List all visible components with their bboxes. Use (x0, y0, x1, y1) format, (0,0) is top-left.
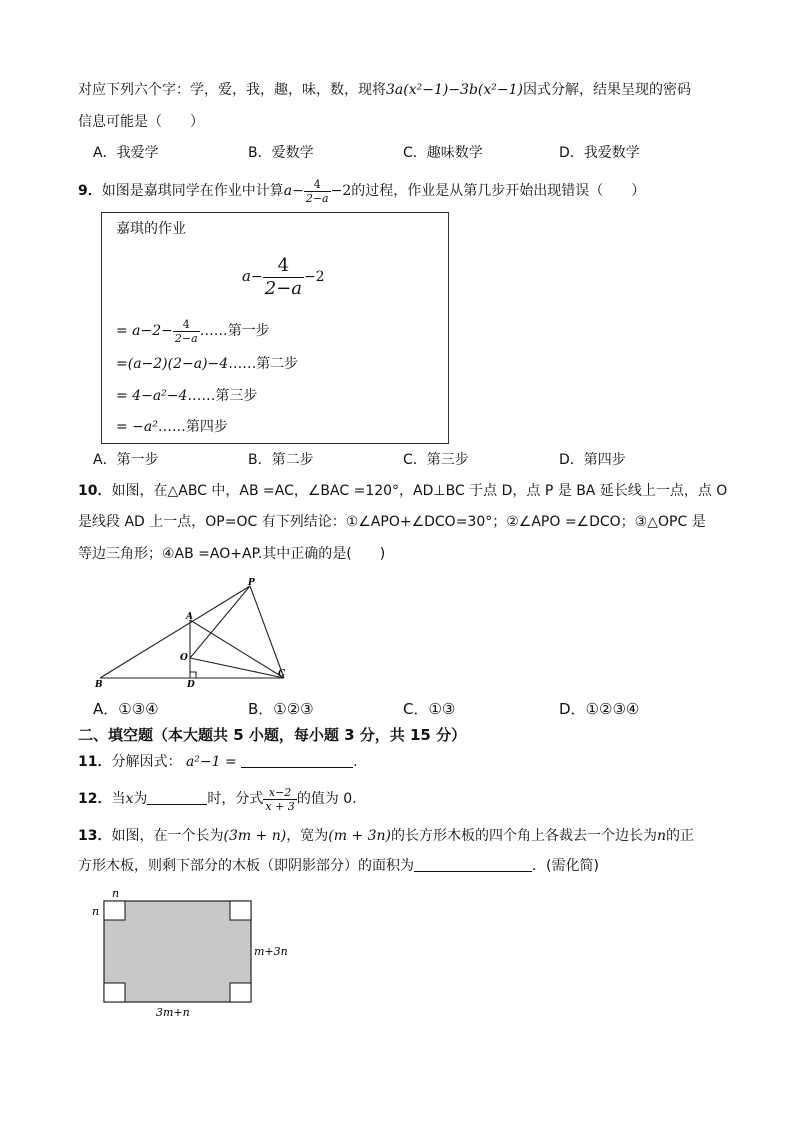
point-label-b: B (95, 680, 103, 688)
q9-text-b: 的过程，作业是从第几步开始出现错误（ ） (351, 183, 646, 199)
point-label-p: P (248, 578, 255, 588)
homework-step4: = −a²……第四步 (116, 419, 228, 435)
q10-option-c[interactable]: C．①③ (403, 700, 456, 718)
q10-option-a[interactable]: A．①③④ (93, 700, 159, 718)
q8-line2: 信息可能是（ ） (78, 114, 204, 130)
q9-option-b[interactable]: B．第二步 (248, 452, 314, 468)
q9-option-d[interactable]: D．第四步 (559, 452, 626, 468)
q8-expr: 3a(x²−1)−3b(x²−1) (386, 82, 523, 98)
point-label-o: O (180, 653, 188, 663)
q13-answer-blank[interactable] (414, 857, 532, 872)
q9-option-a[interactable]: A．第一步 (93, 452, 159, 468)
q9-line: 9．如图是嘉琪同学在作业中计算a− $\frac{4}{2-a}$ −2的过程，作业是从第几步开始出现错误（ ） (78, 177, 646, 205)
q10-option-b[interactable]: B．①②③ (248, 700, 314, 718)
q9-text-a: 如图是嘉琪同学在作业中计算 (101, 183, 284, 199)
q9-number: 9． (78, 183, 102, 199)
q9-fraction: $\frac{4}{2-a}$ (305, 177, 329, 205)
q13-line1: 13．如图，在一个长为(3m + n)，宽为(m + 3n)的长方形木板的四个角上各裁去一个边长为n的正 (78, 828, 695, 844)
q10-option-d[interactable]: D．①②③④ (559, 700, 640, 718)
homework-title: 嘉琪的作业 (116, 221, 186, 237)
point-label-a: A (186, 612, 193, 622)
q12-answer-blank[interactable] (147, 790, 207, 805)
q8-option-c[interactable]: C．趣味数学 (403, 145, 483, 161)
q10-line3: 等边三角形；④AB =AO+AP.其中正确的是( ) (78, 546, 386, 562)
label-left-n: n (92, 905, 100, 918)
q8-option-a[interactable]: A．我爱学 (93, 145, 159, 161)
point-label-d: D (187, 680, 195, 688)
homework-step1: = a−2− $\frac{4}{2-a}$ ……第一步 (116, 317, 270, 345)
q10-line2: 是线段 AD 上一点，OP=OC 有下列结论：①∠APO+∠DCO=30°；②∠APO =∠DCO；③△OPC 是 (78, 514, 706, 530)
rectangle-figure (88, 885, 318, 1020)
label-bottom-length: 3m+n (156, 1006, 190, 1019)
label-top-n: n (112, 887, 120, 900)
q8-text-b: 因式分解，结果呈现的密码 (523, 82, 691, 98)
q12-line: 12．当x为 时，分式 $\frac{x-2}{x + 3}$ 的值为 0． (78, 785, 367, 813)
q8-option-d[interactable]: D．我爱数学 (559, 145, 640, 161)
homework-expression: a− $\frac{4}{2-a}$ −2 (242, 254, 325, 299)
step1-label: ……第一步 (199, 323, 270, 339)
section2-title: 二、填空题（本大题共 5 小题，每小题 3 分，共 15 分） (78, 726, 467, 744)
q8-line1 (78, 80, 691, 100)
q9-option-c[interactable]: C．第三步 (403, 452, 469, 468)
label-right-width: m+3n (254, 945, 288, 958)
point-label-c: C (278, 669, 286, 679)
homework-step3: = 4−a²−4……第三步 (116, 388, 258, 404)
homework-step2: =(a−2)(2−a)−4……第二步 (116, 356, 299, 372)
q10-line1: 10．如图，在△ABC 中，AB =AC，∠BAC =120°，AD⊥BC 于点 D，点 P 是 BA 延长线上一点，点 O (78, 483, 728, 499)
q13-line2: 方形木板，则剩下部分的木板（即阴影部分）的面积为 ．(需化简) (78, 858, 599, 874)
triangle-figure (92, 576, 292, 688)
q8-text-a: 对应下列六个字：学，爱，我，趣，味，数，现将 (78, 82, 386, 98)
homework-box (101, 212, 449, 444)
q11-line: 11．分解因式： a²−1 = . (78, 754, 358, 770)
q8-option-b[interactable]: B．爱数学 (248, 145, 314, 161)
q11-answer-blank[interactable] (241, 753, 353, 768)
